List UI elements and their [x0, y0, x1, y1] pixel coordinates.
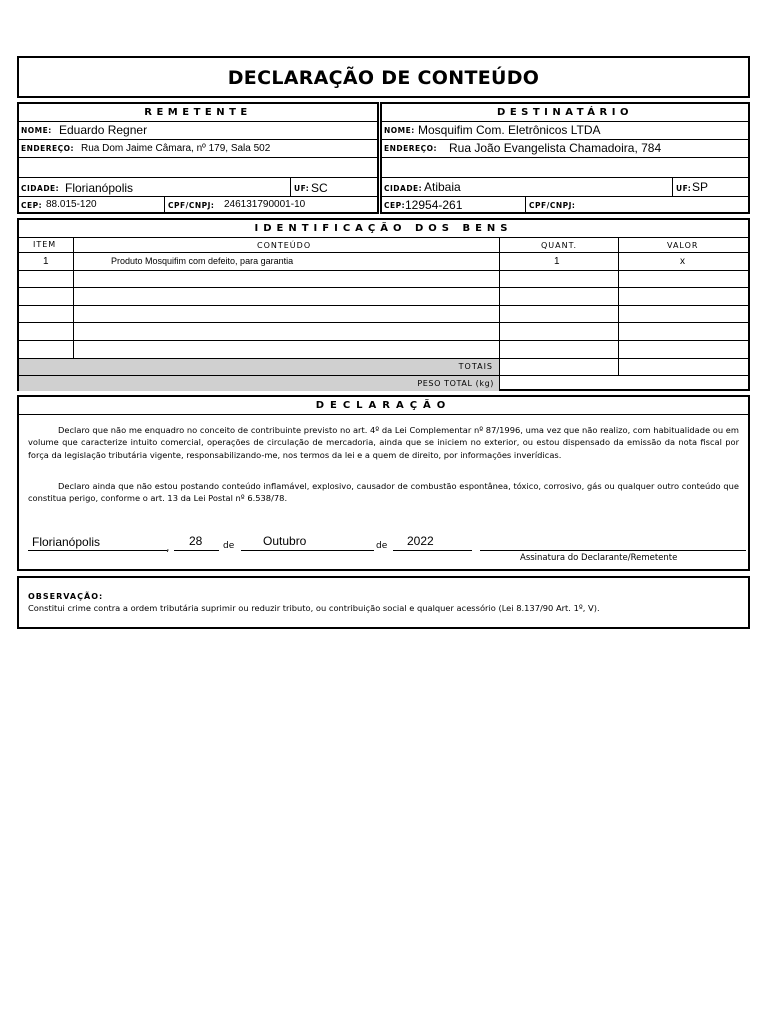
remetente-cep-row: [19, 196, 377, 212]
destinatario-endereco-row: [382, 139, 748, 157]
ano-line: [393, 550, 472, 551]
declaracao-dia: 28: [189, 534, 203, 548]
destinatario-nome-row: [382, 121, 748, 139]
destinatario-cep-value: 12954-261: [405, 198, 463, 212]
bens-heading: IDENTIFICAÇÃO DOS BENS: [254, 223, 513, 234]
remetente-endereco-value: Rua Dom Jaime Câmara, nº 179, Sala 502: [81, 143, 271, 154]
divider: [19, 237, 748, 238]
remetente-endereco-label: ENDEREÇO:: [21, 144, 75, 153]
declaracao-heading: DECLARAÇÃO: [19, 397, 748, 415]
totais-shade: [19, 358, 499, 375]
remetente-cidade-row: [19, 177, 377, 196]
de-separator: de: [223, 541, 235, 551]
declaracao-paragraph-1: Declaro que não me enquadro no conceito de contribuinte previsto no art. 4º da Lei Complementar nº 87/1996, uma vez que não realizo, com habitualidade ou em volume que caracterize intuito comercial, operações de circulação de mercadoria, ainda que se iniciem no exterior, ou estou dispensado da emissão da nota fiscal por força da legislação tributária vigente, responsabilizando-me, nos termos da lei e a quem de direito, por informações inverídicas.: [28, 425, 739, 460]
declaracao-paragraph-2: Declaro ainda que não estou postando conteúdo inflamável, explosivo, causador de combustão espontânea, tóxico, corrosivo, gás ou qualquer outro conteúdo que constitua perigo, conforme o art. 13 da Lei Postal nº 6.538/78.: [28, 481, 739, 504]
remetente-nome-row: [19, 121, 377, 139]
destinatario-cidade-value: Atibaia: [424, 180, 461, 194]
remetente-heading: REMETENTE: [144, 107, 252, 118]
divider: [525, 197, 526, 212]
remetente-cpf-label: CPF/CNPJ:: [168, 201, 215, 210]
destinatario-cep-row: [382, 196, 748, 212]
remetente-cidade-label: CIDADE:: [21, 184, 60, 193]
destinatario-cep-label: CEP:: [384, 201, 406, 210]
divider: [164, 197, 165, 212]
col-item-header: ITEM: [33, 240, 57, 249]
destinatario-nome-value: Mosquifim Com. Eletrônicos LTDA: [418, 123, 601, 137]
bens-section: [17, 218, 750, 391]
row-item: 1: [43, 256, 49, 267]
remetente-endereco-row2: [19, 157, 377, 177]
bens-table: [19, 237, 748, 389]
comma: ,: [166, 541, 170, 554]
remetente-endereco-row: [19, 139, 377, 157]
cidade-line: [28, 550, 167, 551]
divider: [19, 358, 748, 359]
destinatario-cidade-label: CIDADE:: [384, 184, 423, 193]
declaracao-ano: 2022: [407, 534, 434, 548]
destinatario-uf-label: UF:: [676, 184, 692, 193]
destinatario-cpf-label: CPF/CNPJ:: [529, 201, 576, 210]
divider: [19, 340, 748, 341]
divider: [73, 237, 74, 358]
divider: [290, 178, 291, 196]
remetente-cpf-value: 246131790001-10: [224, 199, 306, 210]
row-conteudo: Produto Mosquifim com defeito, para garantia: [111, 256, 294, 266]
divider: [19, 252, 748, 253]
destinatario-endereco-value: Rua João Evangelista Chamadoira, 784: [449, 141, 662, 155]
remetente-section: [17, 102, 379, 214]
divider: [19, 270, 748, 271]
assinatura-line: [480, 550, 746, 551]
row-valor: x: [680, 256, 685, 267]
col-quant-header: QUANT.: [541, 241, 578, 250]
remetente-cidade-value: Florianópolis: [65, 181, 134, 195]
de-separator: de: [376, 541, 388, 551]
destinatario-endereco-row2: [382, 157, 748, 177]
destinatario-endereco-label: ENDEREÇO:: [384, 144, 438, 153]
declaracao-mes: Outubro: [263, 534, 307, 548]
row-quant: 1: [554, 256, 560, 267]
divider: [672, 178, 673, 196]
dia-line: [174, 550, 219, 551]
destinatario-heading: DESTINATÁRIO: [497, 107, 633, 118]
remetente-uf-label: UF:: [294, 184, 310, 193]
divider: [499, 237, 500, 389]
observacao-label: OBSERVAÇÃO:: [28, 592, 104, 601]
destinatario-section: [380, 102, 750, 214]
remetente-nome-label: NOME:: [21, 126, 52, 135]
peso-total-label: PESO TOTAL (kg): [417, 379, 494, 388]
totais-label: TOTAIS: [458, 362, 493, 371]
title-box: [17, 56, 750, 98]
assinatura-label: Assinatura do Declarante/Remetente: [520, 553, 678, 563]
mes-line: [241, 550, 374, 551]
observacao-section: [17, 576, 750, 629]
observacao-text: Constitui crime contra a ordem tributária suprimir ou reduzir tributo, ou contribuição social e qualquer acessório (Lei 8.137/90 Art. 1º, V).: [28, 603, 600, 613]
divider: [19, 305, 748, 306]
destinatario-nome-label: NOME:: [384, 126, 415, 135]
remetente-cep-label: CEP:: [21, 201, 43, 210]
remetente-uf-value: SC: [311, 181, 328, 195]
remetente-nome-value: Eduardo Regner: [59, 123, 148, 137]
divider: [618, 237, 619, 375]
divider: [19, 287, 748, 288]
divider: [19, 322, 748, 323]
destinatario-uf-value: SP: [692, 180, 709, 194]
destinatario-cidade-row: [382, 177, 748, 196]
page-title: DECLARAÇÃO DE CONTEÚDO: [227, 67, 540, 89]
divider: [19, 375, 748, 376]
col-conteudo-header: CONTEÚDO: [257, 241, 312, 250]
declaracao-section: [17, 395, 750, 571]
declaracao-cidade: Florianópolis: [32, 535, 101, 549]
remetente-cep-value: 88.015-120: [46, 199, 97, 210]
col-valor-header: VALOR: [667, 241, 699, 250]
